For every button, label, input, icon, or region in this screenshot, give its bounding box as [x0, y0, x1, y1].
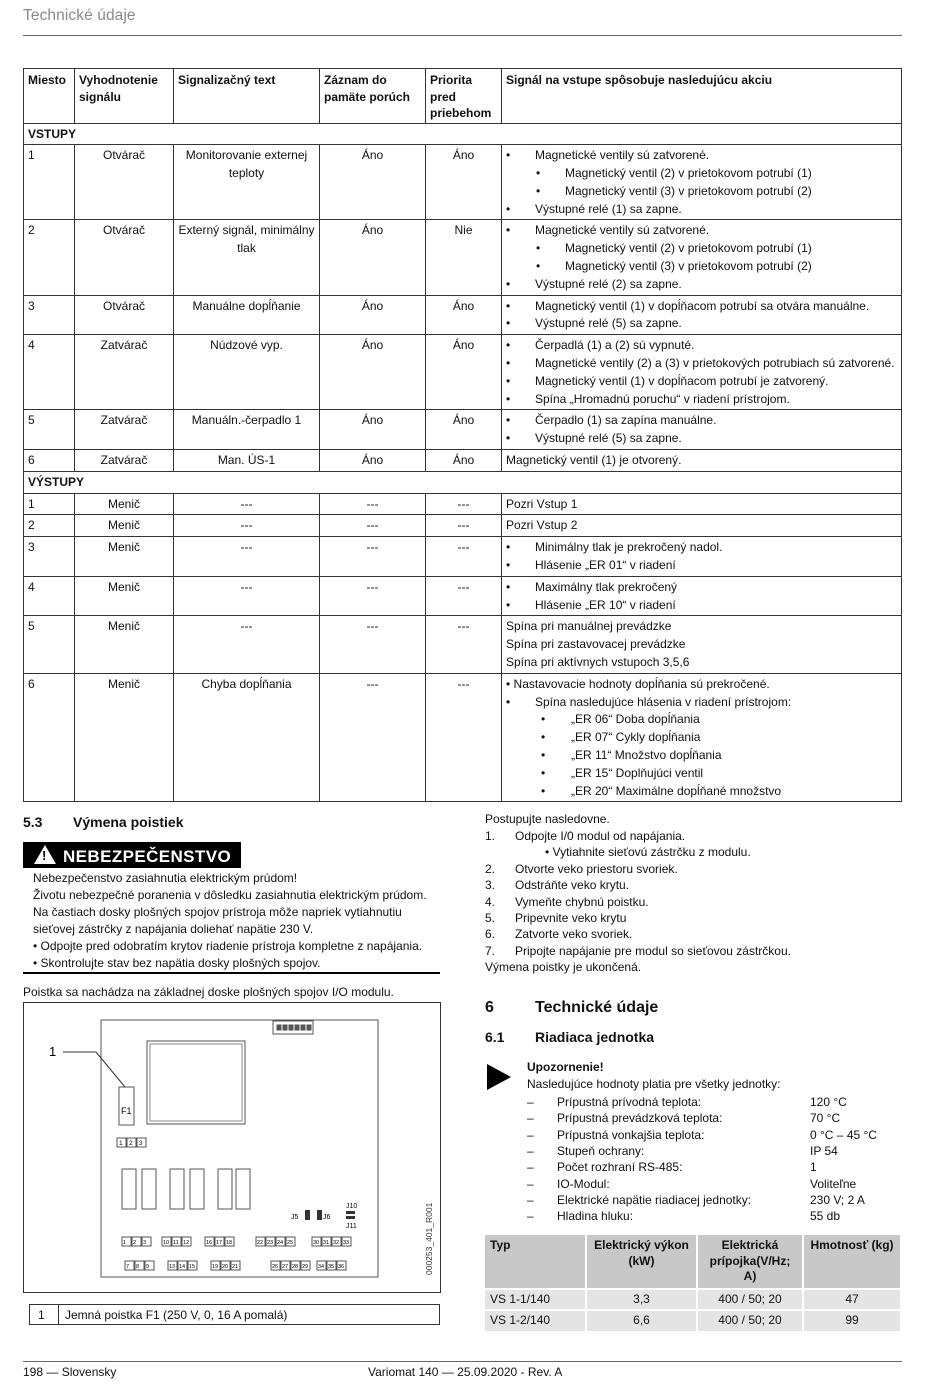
cell-record: Áno [320, 295, 426, 335]
spec-label: Prípustná prevádzková teplota: [557, 1111, 723, 1126]
cell-signal-text: --- [174, 493, 320, 515]
action-line: • Minimálny tlak je prekročený nadol. [506, 539, 897, 557]
step-text: Odstráňte veko krytu. [515, 878, 630, 893]
terminal-label: 23 [267, 1240, 274, 1246]
action-line: • Magnetický ventil (3) v prietokovom potrubí (2) [506, 258, 897, 276]
cell-priority: --- [426, 576, 502, 616]
terminal-label: 27 [282, 1264, 289, 1270]
cell-signal-text: Man. ÚS-1 [174, 450, 320, 472]
cell-priority: Áno [426, 450, 502, 472]
footer-doc: Variomat 140 — 25.09.2020 - Rev. A [368, 1365, 563, 1379]
action-line: • Výstupné relé (1) sa zapne. [506, 201, 897, 219]
relay [218, 1169, 232, 1209]
cell-action [502, 220, 902, 295]
terminal-label: 3 [143, 1240, 147, 1246]
relay [142, 1169, 156, 1209]
cell-position: 3 [24, 295, 75, 335]
relays [122, 1169, 250, 1209]
cell-record: --- [320, 493, 426, 515]
relay [122, 1169, 136, 1209]
terminal-label: 29 [302, 1264, 309, 1270]
terminal-blocks [122, 1237, 351, 1270]
step-number: 1. [485, 829, 496, 843]
action-line: • Magnetické ventily sú zatvorené. [506, 222, 897, 240]
cell-signal-text: Manuálne dopĺňanie [174, 295, 320, 335]
terminal-label: 22 [257, 1240, 264, 1246]
cell-signal-text: --- [174, 537, 320, 577]
cell-action [502, 493, 902, 515]
spec-value: Voliteľne [810, 1176, 857, 1191]
action-line: Spína pri aktívnych vstupoch 3,5,6 [506, 655, 690, 670]
step-text: Pripevnite veko krytu [515, 911, 627, 925]
cell-priority: --- [426, 616, 502, 673]
spec-value: 230 V; 2 A [810, 1192, 865, 1207]
step-item [485, 894, 902, 910]
signal-table-header [24, 69, 902, 124]
section-label: VSTUPY [24, 123, 902, 145]
step-text: Zatvorte veko svoriek. [515, 927, 633, 942]
j6-label: J6 [323, 1214, 331, 1221]
tech-table [485, 1235, 902, 1331]
action-line: • Výstupné relé (2) sa zapne. [506, 276, 897, 294]
cell-position: 5 [24, 410, 75, 450]
section-label: VÝSTUPY [24, 471, 902, 493]
action-line: • „ER 20“ Maximálne dopĺňané množstvo [506, 783, 897, 801]
table-row [24, 576, 902, 616]
j11-label: J11 [346, 1223, 357, 1230]
action-line: • Magnetický ventil (2) v prietokovom potrubí (1) [506, 165, 897, 183]
signal-table [23, 68, 902, 802]
danger-line: • Odpojte pred odobratím krytov riadenie prístroja kompletne z napájania. [33, 939, 423, 953]
spec-dash: – [527, 1209, 534, 1224]
cell-signal-text: --- [174, 616, 320, 673]
cell-signal-text: Externý signál, minimálny tlak [174, 220, 320, 295]
step-number: 6. [485, 927, 496, 942]
terminal-label: 35 [328, 1264, 335, 1270]
note-text: Nasledujúce hodnoty platia pre všetky jednotky: [527, 1077, 781, 1091]
tech-header-cell: Typ [485, 1235, 587, 1288]
table-row [24, 493, 902, 515]
section-title: Výmena poistiek [73, 814, 184, 830]
cell-signal-text: Manuáln.-čerpadlo 1 [174, 410, 320, 450]
section-row [24, 471, 902, 493]
tech-table-header [485, 1235, 902, 1288]
action-line: • Magnetický ventil (1) v dopĺňacom potrubí sa otvára manuálne. [506, 298, 897, 316]
cell-evaluation: Menič [75, 515, 174, 537]
header-cell: Záznam do pamäte porúch [320, 69, 426, 124]
cell-position: 4 [24, 576, 75, 616]
cell-position: 6 [24, 450, 75, 472]
section-row [24, 123, 902, 145]
step-text: Otvorte veko priestoru svoriek. [515, 861, 678, 876]
terminal-label: 13 [169, 1264, 176, 1270]
spec-dash: – [527, 1176, 534, 1191]
action-line: • „ER 07“ Cykly dopĺňania [506, 729, 897, 747]
danger-divider [23, 972, 440, 974]
danger-label: NEBEZPEČENSTVO [63, 847, 232, 866]
page-header-title: Technické údaje [23, 7, 136, 24]
step-item [485, 877, 902, 893]
callout-number: 1 [49, 1044, 57, 1059]
terminal-label: 7 [126, 1264, 130, 1270]
small-terminal-block [117, 1138, 146, 1147]
table-row [24, 673, 902, 802]
action-line: Magnetický ventil (1) je otvorený. [506, 453, 682, 468]
spec-value: 120 °C [810, 1095, 847, 1109]
cell-record: Áno [320, 335, 426, 410]
pcb-diagram [24, 1003, 440, 1292]
cell-evaluation: Menič [75, 537, 174, 577]
terminal-label: 32 [333, 1240, 340, 1246]
cell-signal-text: Chyba dopĺňania [174, 673, 320, 802]
terminal-label: 19 [212, 1264, 219, 1270]
tech-header-cell: Hmotnosť (kg) [804, 1235, 902, 1288]
spec-value: 0 °C – 45 °C [810, 1127, 877, 1142]
legend-number: 1 [38, 1308, 45, 1322]
cell-position: 2 [24, 515, 75, 537]
cell-evaluation: Menič [75, 673, 174, 802]
table-row [24, 145, 902, 220]
terminal-label: 11 [173, 1240, 179, 1246]
note-title: Upozornenie! [527, 1060, 604, 1074]
table-row [24, 515, 902, 537]
cell-signal-text: Núdzové vyp. [174, 335, 320, 410]
cell-action [502, 576, 902, 616]
tech-header-cell: Elektrická prípojka(V/Hz; A) [698, 1235, 804, 1288]
action-line: • „ER 06“ Doba dopĺňania [506, 711, 897, 729]
cell-record: Áno [320, 410, 426, 450]
danger-line: Na častiach dosky plošných spojov prístroja môže napriek vytiahnutiu sieťovej zástrčky z napájania doliehať napätie 230 V. [33, 905, 402, 936]
terminal-label: 16 [206, 1240, 213, 1246]
header-divider [23, 35, 902, 36]
terminal-label: 34 [318, 1264, 325, 1270]
procedure-steps [485, 828, 902, 960]
tech-cell: 99 [804, 1309, 902, 1331]
cell-evaluation: Menič [75, 616, 174, 673]
cell-priority: --- [426, 537, 502, 577]
relay [236, 1169, 250, 1209]
fuse-location-text: Poistka sa nachádza na základnej doske plošných spojov I/O modulu. [23, 985, 394, 999]
tech-cell: VS 1-1/140 [485, 1288, 587, 1310]
terminal-label: 33 [343, 1240, 350, 1246]
spec-dash: – [527, 1095, 534, 1109]
action-line: • Magnetický ventil (1) v dopĺňacom potrubí je zatvorený. [506, 373, 897, 391]
terminal-label: 21 [232, 1264, 239, 1270]
spec-label: Prípustná vonkajšia teplota: [557, 1127, 705, 1142]
tech-row [485, 1309, 902, 1331]
exclamation-icon: ! [42, 848, 47, 863]
header-cell: Miesto [24, 69, 75, 124]
cell-signal-text: --- [174, 576, 320, 616]
header-cell: Signalizačný text [174, 69, 320, 124]
cell-position: 5 [24, 616, 75, 673]
footer-page: 198 — Slovensky [23, 1365, 117, 1379]
header-cell: Priorita pred priebehom [426, 69, 502, 124]
cell-position: 1 [24, 145, 75, 220]
header-cell: Signál na vstupe spôsobuje nasledujúcu akciu [502, 69, 902, 124]
cell-priority: --- [426, 493, 502, 515]
action-line: • Výstupné relé (5) sa zapne. [506, 315, 897, 333]
legend-text: Jemná poistka F1 (250 V, 0, 16 A pomalá) [65, 1308, 288, 1322]
action-line: • Maximálny tlak prekročený [506, 579, 897, 597]
header-cell: Vyhodnotenie signálu [75, 69, 174, 124]
tech-header-cell: Elektrický výkon (kW) [587, 1235, 698, 1288]
cell-record: --- [320, 673, 426, 802]
action-line: • „ER 15“ Doplňujúci ventil [506, 765, 897, 783]
figure-legend [29, 1304, 440, 1325]
step-item [485, 828, 902, 844]
section6-title: Technické údaje [535, 999, 659, 1016]
cell-position: 1 [24, 493, 75, 515]
table-row [24, 295, 902, 335]
step-item [485, 926, 902, 942]
cell-action [502, 616, 902, 673]
cell-priority: Áno [426, 145, 502, 220]
note-arrow-icon [487, 1064, 511, 1090]
terminal-label: 24 [277, 1240, 284, 1246]
cell-action [502, 673, 902, 802]
section-number: 5.3 [23, 814, 43, 830]
action-line: • Magnetické ventily sú zatvorené. [506, 147, 897, 165]
terminal-label: 25 [287, 1240, 294, 1246]
small-terminal-label: 1 [119, 1140, 123, 1147]
cell-priority: --- [426, 673, 502, 802]
table-row [24, 335, 902, 410]
terminal-label: 14 [179, 1264, 186, 1270]
figure-code: 000253_401_R001 [424, 1202, 434, 1275]
j10-label: J10 [346, 1203, 358, 1210]
danger-line: Nebezpečenstvo zasiahnutia elektrickým prúdom! [33, 871, 298, 885]
spec-value: 70 °C [810, 1111, 841, 1126]
cell-priority: Áno [426, 295, 502, 335]
step-item [485, 861, 902, 877]
spec-dash: – [527, 1111, 534, 1126]
step-text: Pripojte napájanie pre modul so sieťovou zástrčkou. [515, 943, 791, 958]
terminal-label: 12 [183, 1240, 190, 1246]
tech-cell: VS 1-2/140 [485, 1309, 587, 1331]
action-line: • Spína nasledujúce hlásenia v riadení prístrojom: [506, 694, 897, 712]
action-line: • Čerpadlo (1) sa zapína manuálne. [506, 412, 897, 430]
spec-list [527, 1094, 902, 1229]
step-text: Odpojte I/0 modul od napájania. [515, 829, 686, 843]
step-item [485, 844, 902, 860]
step-item [485, 910, 902, 926]
cell-record: --- [320, 537, 426, 577]
step-number: 7. [485, 943, 496, 958]
step-number: 5. [485, 911, 496, 925]
relay [190, 1169, 204, 1209]
danger-text [33, 870, 433, 972]
cell-record: Áno [320, 450, 426, 472]
tech-cell: 47 [804, 1288, 902, 1310]
cell-record: Áno [320, 220, 426, 295]
cell-action [502, 450, 902, 472]
action-line: • Hlásenie „ER 10“ v riadení [506, 597, 897, 615]
cell-position: 3 [24, 537, 75, 577]
tech-cell: 400 / 50; 20 [698, 1309, 804, 1331]
tech-cell: 400 / 50; 20 [698, 1288, 804, 1310]
spec-dash: – [527, 1192, 534, 1207]
table-row [24, 410, 902, 450]
danger-banner [23, 842, 241, 868]
procedure-intro: Postupujte nasledovne. [485, 812, 610, 826]
spec-value: 55 db [810, 1209, 841, 1224]
tech-cell: 6,6 [587, 1309, 698, 1331]
table-row [24, 537, 902, 577]
terminal-label: 30 [313, 1240, 320, 1246]
terminal-label: 9 [146, 1264, 150, 1270]
fuse-f1-label: F1 [121, 1106, 132, 1116]
step-number: 3. [485, 878, 496, 893]
cell-action [502, 335, 902, 410]
cell-evaluation: Menič [75, 493, 174, 515]
cell-evaluation: Zatvárač [75, 410, 174, 450]
io-module-figure [23, 1002, 441, 1293]
terminal-label: 1 [123, 1240, 127, 1246]
dip-switch-keys [277, 1025, 311, 1030]
terminal-label: 10 [163, 1240, 170, 1246]
small-terminal-label: 3 [139, 1140, 143, 1147]
cell-position: 4 [24, 335, 75, 410]
terminal-label: 36 [338, 1264, 345, 1270]
action-line: • Hlásenie „ER 01“ v riadení [506, 557, 897, 575]
cell-action [502, 295, 902, 335]
action-line: Pozri Vstup 1 [506, 496, 578, 511]
terminal-label: 18 [226, 1240, 233, 1246]
cell-action [502, 410, 902, 450]
danger-line: • Skontrolujte stav bez napätia dosky plošných spojov. [33, 956, 321, 970]
cell-evaluation: Otvárač [75, 145, 174, 220]
terminal-label: 8 [136, 1264, 140, 1270]
action-line: • Magnetický ventil (2) v prietokovom potrubí (1) [506, 240, 897, 258]
cell-evaluation: Otvárač [75, 295, 174, 335]
cell-record: --- [320, 515, 426, 537]
relay [170, 1169, 184, 1209]
step-text: Vymeňte chybnú poistku. [515, 894, 649, 909]
terminal-label: 31 [323, 1240, 330, 1246]
spec-dash: – [527, 1160, 534, 1175]
tech-cell: 3,3 [587, 1288, 698, 1310]
cell-signal-text: --- [174, 515, 320, 537]
section61-number: 6.1 [485, 1029, 505, 1045]
cell-record: --- [320, 576, 426, 616]
footer-divider [23, 1361, 902, 1362]
jumper-j5 [305, 1210, 310, 1220]
cell-position: 6 [24, 673, 75, 802]
action-line: • Spína „Hromadnú poruchu“ v riadení prístrojom. [506, 391, 897, 409]
spec-label: Prípustná prívodná teplota: [557, 1095, 702, 1109]
cell-record: Áno [320, 145, 426, 220]
cell-action [502, 515, 902, 537]
cell-record: --- [320, 616, 426, 673]
cell-position: 2 [24, 220, 75, 295]
cell-priority: --- [426, 515, 502, 537]
tech-row [485, 1288, 902, 1310]
terminal-label: 17 [216, 1240, 223, 1246]
cell-priority: Áno [426, 335, 502, 410]
spec-label: Elektrické napätie riadiacej jednotky: [557, 1192, 752, 1207]
spec-label: Hladina hluku: [557, 1209, 634, 1224]
spec-label: IO-Modul: [557, 1176, 610, 1191]
table-row [24, 450, 902, 472]
cell-action [502, 145, 902, 220]
cell-evaluation: Zatvárač [75, 335, 174, 410]
jumper-j6 [317, 1210, 322, 1220]
action-line: • Výstupné relé (5) sa zapne. [506, 430, 897, 448]
step-number: 2. [485, 861, 496, 876]
action-line: • Čerpadlá (1) a (2) sú vypnuté. [506, 337, 897, 355]
cell-evaluation: Menič [75, 576, 174, 616]
transformer [147, 1041, 245, 1124]
danger-line: Životu nebezpečné poranenia v dôsledku zasiahnutia elektrickým prúdom. [33, 888, 427, 902]
cell-priority: Nie [426, 220, 502, 295]
terminal-label: 28 [292, 1264, 299, 1270]
cell-evaluation: Otvárač [75, 220, 174, 295]
spec-label: Počet rozhraní RS-485: [557, 1160, 683, 1175]
action-line: Pozri Vstup 2 [506, 518, 578, 533]
spec-value: 1 [810, 1160, 817, 1175]
cell-priority: Áno [426, 410, 502, 450]
section61-title: Riadiaca jednotka [535, 1029, 655, 1045]
spec-dash: – [527, 1143, 534, 1158]
section6-number: 6 [485, 999, 494, 1016]
pcb-outline [101, 1020, 378, 1277]
step-number: 4. [485, 894, 496, 909]
terminal-label: 15 [189, 1264, 196, 1270]
spec-label: Stupeň ochrany: [557, 1143, 645, 1158]
action-line: Spína pri manuálnej prevádzke [506, 619, 672, 634]
step-text: • Vytiahnite sieťovú zástrčku z modulu. [545, 845, 751, 860]
j5-label: J5 [291, 1214, 299, 1221]
small-terminal-label: 2 [129, 1140, 133, 1147]
spec-value: IP 54 [810, 1143, 838, 1158]
step-item [485, 943, 902, 959]
action-line: • Magnetický ventil (3) v prietokovom potrubí (2) [506, 183, 897, 201]
terminal-label: 20 [222, 1264, 229, 1270]
terminal-label: 2 [133, 1240, 137, 1246]
table-row [24, 616, 902, 673]
spec-dash: – [527, 1127, 534, 1142]
action-line: Spína pri zastavovacej prevádzke [506, 637, 686, 652]
cell-signal-text: Monitorovanie externej teploty [174, 145, 320, 220]
cell-action [502, 537, 902, 577]
action-line: • Nastavovacie hodnoty dopĺňania sú prekročené. [506, 676, 770, 691]
table-row [24, 220, 902, 295]
terminal-label: 26 [272, 1264, 279, 1270]
procedure-end: Výmena poistky je ukončená. [485, 960, 642, 974]
action-line: • „ER 11“ Množstvo dopĺňania [506, 747, 897, 765]
cell-evaluation: Zatvárač [75, 450, 174, 472]
action-line: • Magnetické ventily (2) a (3) v prietokových potrubiach sú zatvorené. [506, 355, 897, 373]
